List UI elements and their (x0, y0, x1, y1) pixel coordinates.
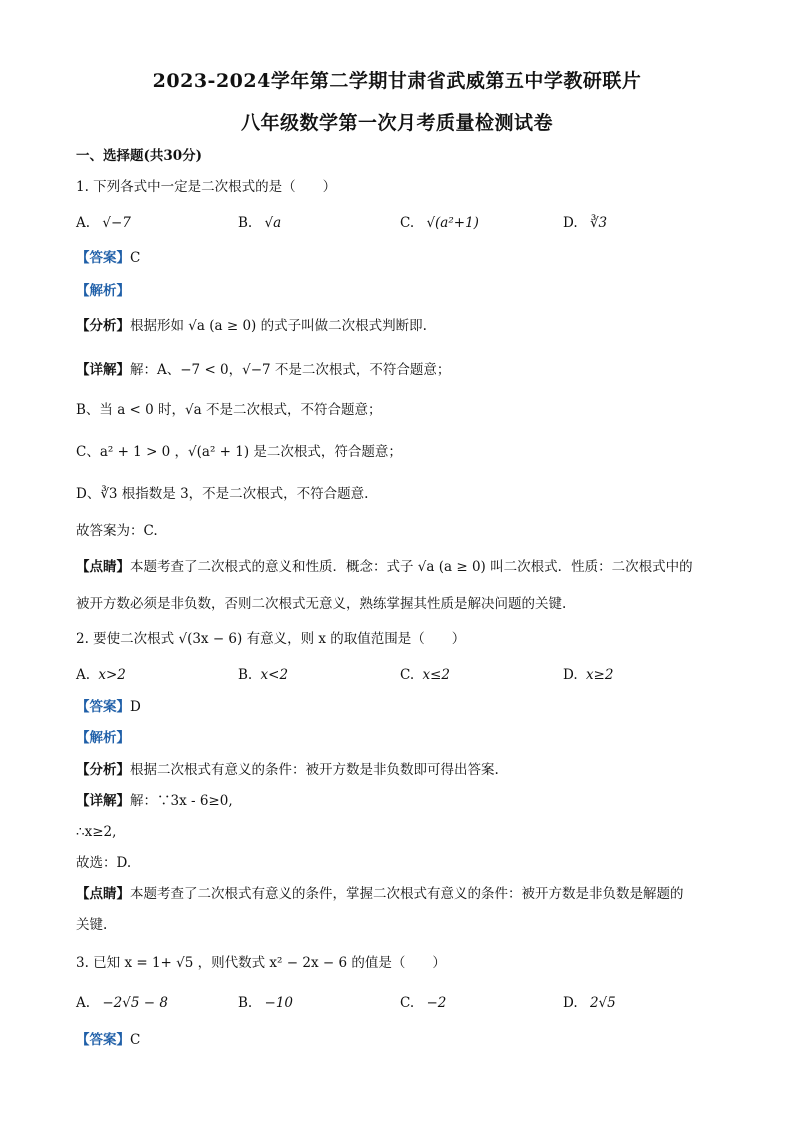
q2-dianjing-1: 本题考查了二次根式有意义的条件，掌握二次根式有意义的条件：被开方数是非负数是解题的 (130, 886, 684, 902)
q3-option-b-expr: −10 (264, 995, 294, 1011)
q1-xiangjie-b: B、当 a < 0 时，√a 不是二次根式，不符合题意； (76, 402, 382, 418)
q1-option-c-label: C. (400, 215, 415, 231)
q2-xiangjie-tag: 【详解】 (76, 793, 130, 809)
q3-option-c-label: C. (400, 995, 415, 1011)
q2-option-b-expr: x<2 (260, 667, 289, 683)
q3-option-d (563, 993, 616, 1013)
q3-option-c (400, 993, 446, 1013)
title-line-2: 八年级数学第一次月考质量检测试卷 (240, 112, 553, 134)
q1-option-a-label: A. (76, 215, 91, 231)
section-heading: 一、选择题(共30分) (76, 148, 203, 164)
q2-answer-tag: 【答案】 (76, 699, 130, 715)
q1-fenxi-row (76, 316, 714, 336)
q3-option-a-expr: −2√5 − 8 (102, 995, 168, 1011)
q2-analysis-row (76, 728, 714, 748)
q1-dianjing-2: 被开方数必须是非负数，否则二次根式无意义，熟练掌握其性质是解决问题的关键. (76, 596, 567, 612)
q2-option-a-label: A. (76, 667, 91, 683)
q2-fenxi-text: 根据二次根式有意义的条件：被开方数是非负数即可得出答案. (130, 762, 499, 778)
title-line-1: 2023-2024学年第二学期甘肃省武威第五中学教研联片 (152, 70, 642, 92)
q3-stem: 3. 已知 x = 1+ √5 ，则代数式 x² − 2x − 6 的值是（ ） (76, 955, 446, 971)
q1-xiangjie-row (76, 360, 714, 380)
q2-xiangjie-row (76, 791, 714, 811)
q1-fenxi-text: 根据形如 √a (a ≥ 0) 的式子叫做二次根式判断即. (130, 318, 427, 334)
q1-conclusion: 故答案为：C. (76, 523, 158, 539)
q3-answer: C (130, 1032, 141, 1048)
q1-option-b-expr: √a (264, 215, 282, 231)
q3-option-b (238, 993, 293, 1013)
q3-option-d-label: D. (563, 995, 578, 1011)
q3-option-a (76, 993, 168, 1013)
q1-fenxi-tag: 【分析】 (76, 318, 130, 334)
q1-answer-tag: 【答案】 (76, 250, 130, 266)
q1-option-d-expr: ∛3 (589, 215, 608, 231)
q3-answer-tag: 【答案】 (76, 1032, 130, 1048)
q3-option-b-label: B. (238, 995, 253, 1011)
q1-dianjing-row (76, 557, 714, 577)
q1-xiangjie-d: D、∛3 根指数是 3，不是二次根式，不符合题意. (76, 486, 369, 502)
q1-option-b (238, 213, 281, 233)
q2-dianjing-2: 关键. (76, 917, 108, 933)
q2-dianjing-tag: 【点睛】 (76, 886, 130, 902)
q1-option-d-label: D. (563, 215, 578, 231)
q1-answer-row (76, 248, 714, 268)
q1-analysis-row (76, 281, 714, 301)
q2-option-c-expr: x≤2 (422, 667, 450, 683)
q1-dianjing-tag: 【点睛】 (76, 559, 130, 575)
q2-fenxi-row (76, 760, 714, 780)
q3-answer-row (76, 1030, 714, 1050)
q2-option-a-expr: x>2 (98, 667, 126, 683)
q2-option-c (400, 665, 450, 685)
q3-option-d-expr: 2√5 (589, 995, 616, 1011)
q2-conclusion: 故选：D. (76, 855, 132, 871)
q2-fenxi-tag: 【分析】 (76, 762, 130, 778)
q2-option-d-expr: x≥2 (585, 667, 614, 683)
q2-dianjing-row (76, 884, 714, 904)
q1-xiangjie-c: C、a² + 1 > 0 ，√(a² + 1) 是二次根式，符合题意； (76, 444, 402, 460)
q1-dianjing-1: 本题考查了二次根式的意义和性质．概念：式子 √a (a ≥ 0) 叫二次根式．性质：二次根式中的 (130, 559, 693, 575)
q1-option-c-expr: √(a²+1) (426, 215, 479, 231)
q2-option-b (238, 665, 288, 685)
q1-option-c (400, 213, 479, 233)
q1-answer: C (130, 250, 141, 266)
q2-xiangjie-1: 解：∵3x - 6≥0, (130, 793, 233, 809)
q2-option-a (76, 665, 126, 685)
q1-option-a (76, 213, 131, 233)
q1-xiangjie-a: 解：A、−7 < 0，√−7 不是二次根式，不符合题意； (130, 362, 451, 378)
q1-option-b-label: B. (238, 215, 253, 231)
q1-option-a-expr: √−7 (102, 215, 131, 231)
q1-xiangjie-tag: 【详解】 (76, 362, 130, 378)
q2-analysis-tag: 【解析】 (76, 730, 130, 746)
q3-option-c-expr: −2 (426, 995, 447, 1011)
q2-xiangjie-2: ∴x≥2, (76, 824, 117, 840)
q1-analysis-tag: 【解析】 (76, 283, 130, 299)
q3-option-a-label: A. (76, 995, 91, 1011)
q2-option-d-label: D. (563, 667, 578, 683)
q1-stem: 1. 下列各式中一定是二次根式的是（ ） (76, 179, 337, 195)
q2-stem: 2. 要使二次根式 √(3x − 6) 有意义，则 x 的取值范围是（ ） (76, 631, 466, 647)
q1-option-d (563, 213, 607, 233)
q2-option-b-label: B. (238, 667, 253, 683)
q2-answer: D (130, 699, 141, 715)
q2-option-c-label: C. (400, 667, 415, 683)
q2-answer-row (76, 697, 714, 717)
q2-option-d (563, 665, 613, 685)
